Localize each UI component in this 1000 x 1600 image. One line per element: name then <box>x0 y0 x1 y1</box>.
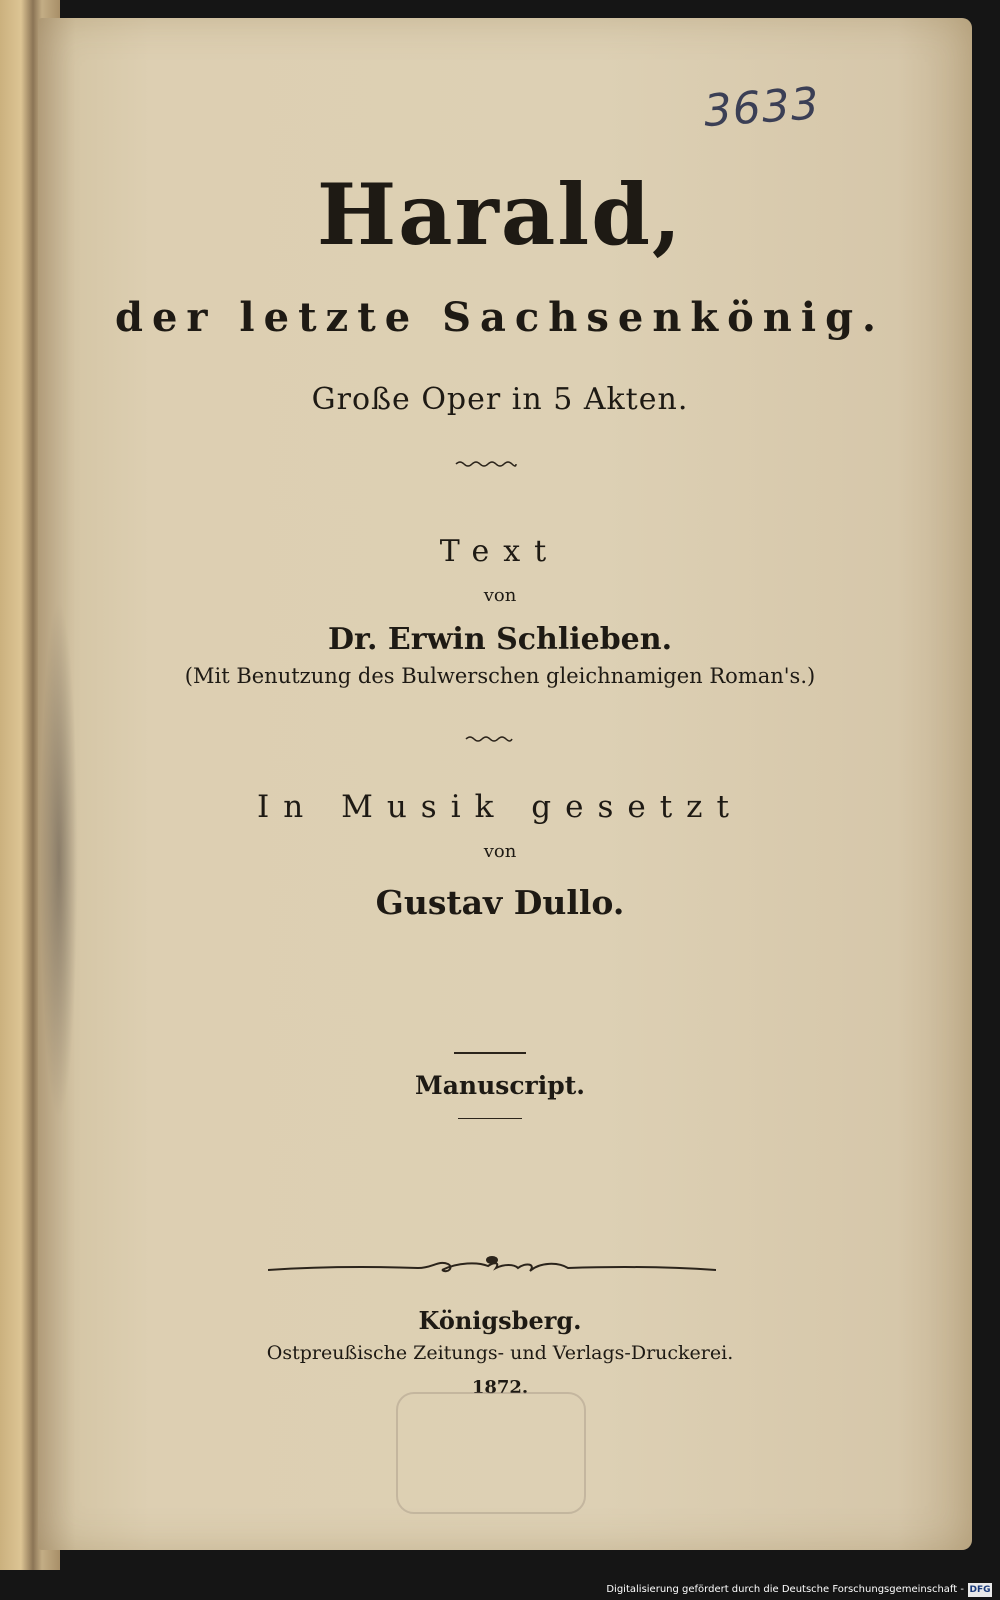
work-genre: Große Oper in 5 Akten. <box>311 382 689 417</box>
ornamental-rule <box>268 1254 716 1284</box>
printer-name: Ostpreußische Zeitungs- und Verlags-Druckerei. <box>266 1342 734 1364</box>
shelfmark-handwritten: 3633 <box>702 78 822 138</box>
source-note: (Mit Benutzung des Bulwerschen gleichnamigen Roman's.) <box>184 664 816 688</box>
music-label: In Musik gesetzt <box>257 789 743 825</box>
funding-credit: Digitalisierung gefördert durch die Deutsche Forschungsgemeinschaft - <box>606 1584 964 1595</box>
library-stamp <box>396 1392 586 1514</box>
divider-line <box>458 1118 522 1119</box>
text-label: Text <box>439 534 561 569</box>
by-label: von <box>483 841 517 862</box>
work-title: Harald, <box>316 165 684 264</box>
wavy-divider <box>454 459 518 469</box>
dfg-logo: DFG <box>969 1585 991 1595</box>
publication-year: 1872. <box>471 1377 529 1398</box>
wavy-divider <box>464 734 514 744</box>
composer-name: Gustav Dullo. <box>375 883 625 922</box>
work-subtitle: der letzte Sachsenkönig. <box>115 294 885 341</box>
by-label: von <box>483 585 517 606</box>
divider-line <box>454 1052 526 1054</box>
publication-place: Königsberg. <box>418 1306 582 1335</box>
librettist-name: Dr. Erwin Schlieben. <box>327 622 673 657</box>
manuscript-label: Manuscript. <box>415 1071 585 1100</box>
